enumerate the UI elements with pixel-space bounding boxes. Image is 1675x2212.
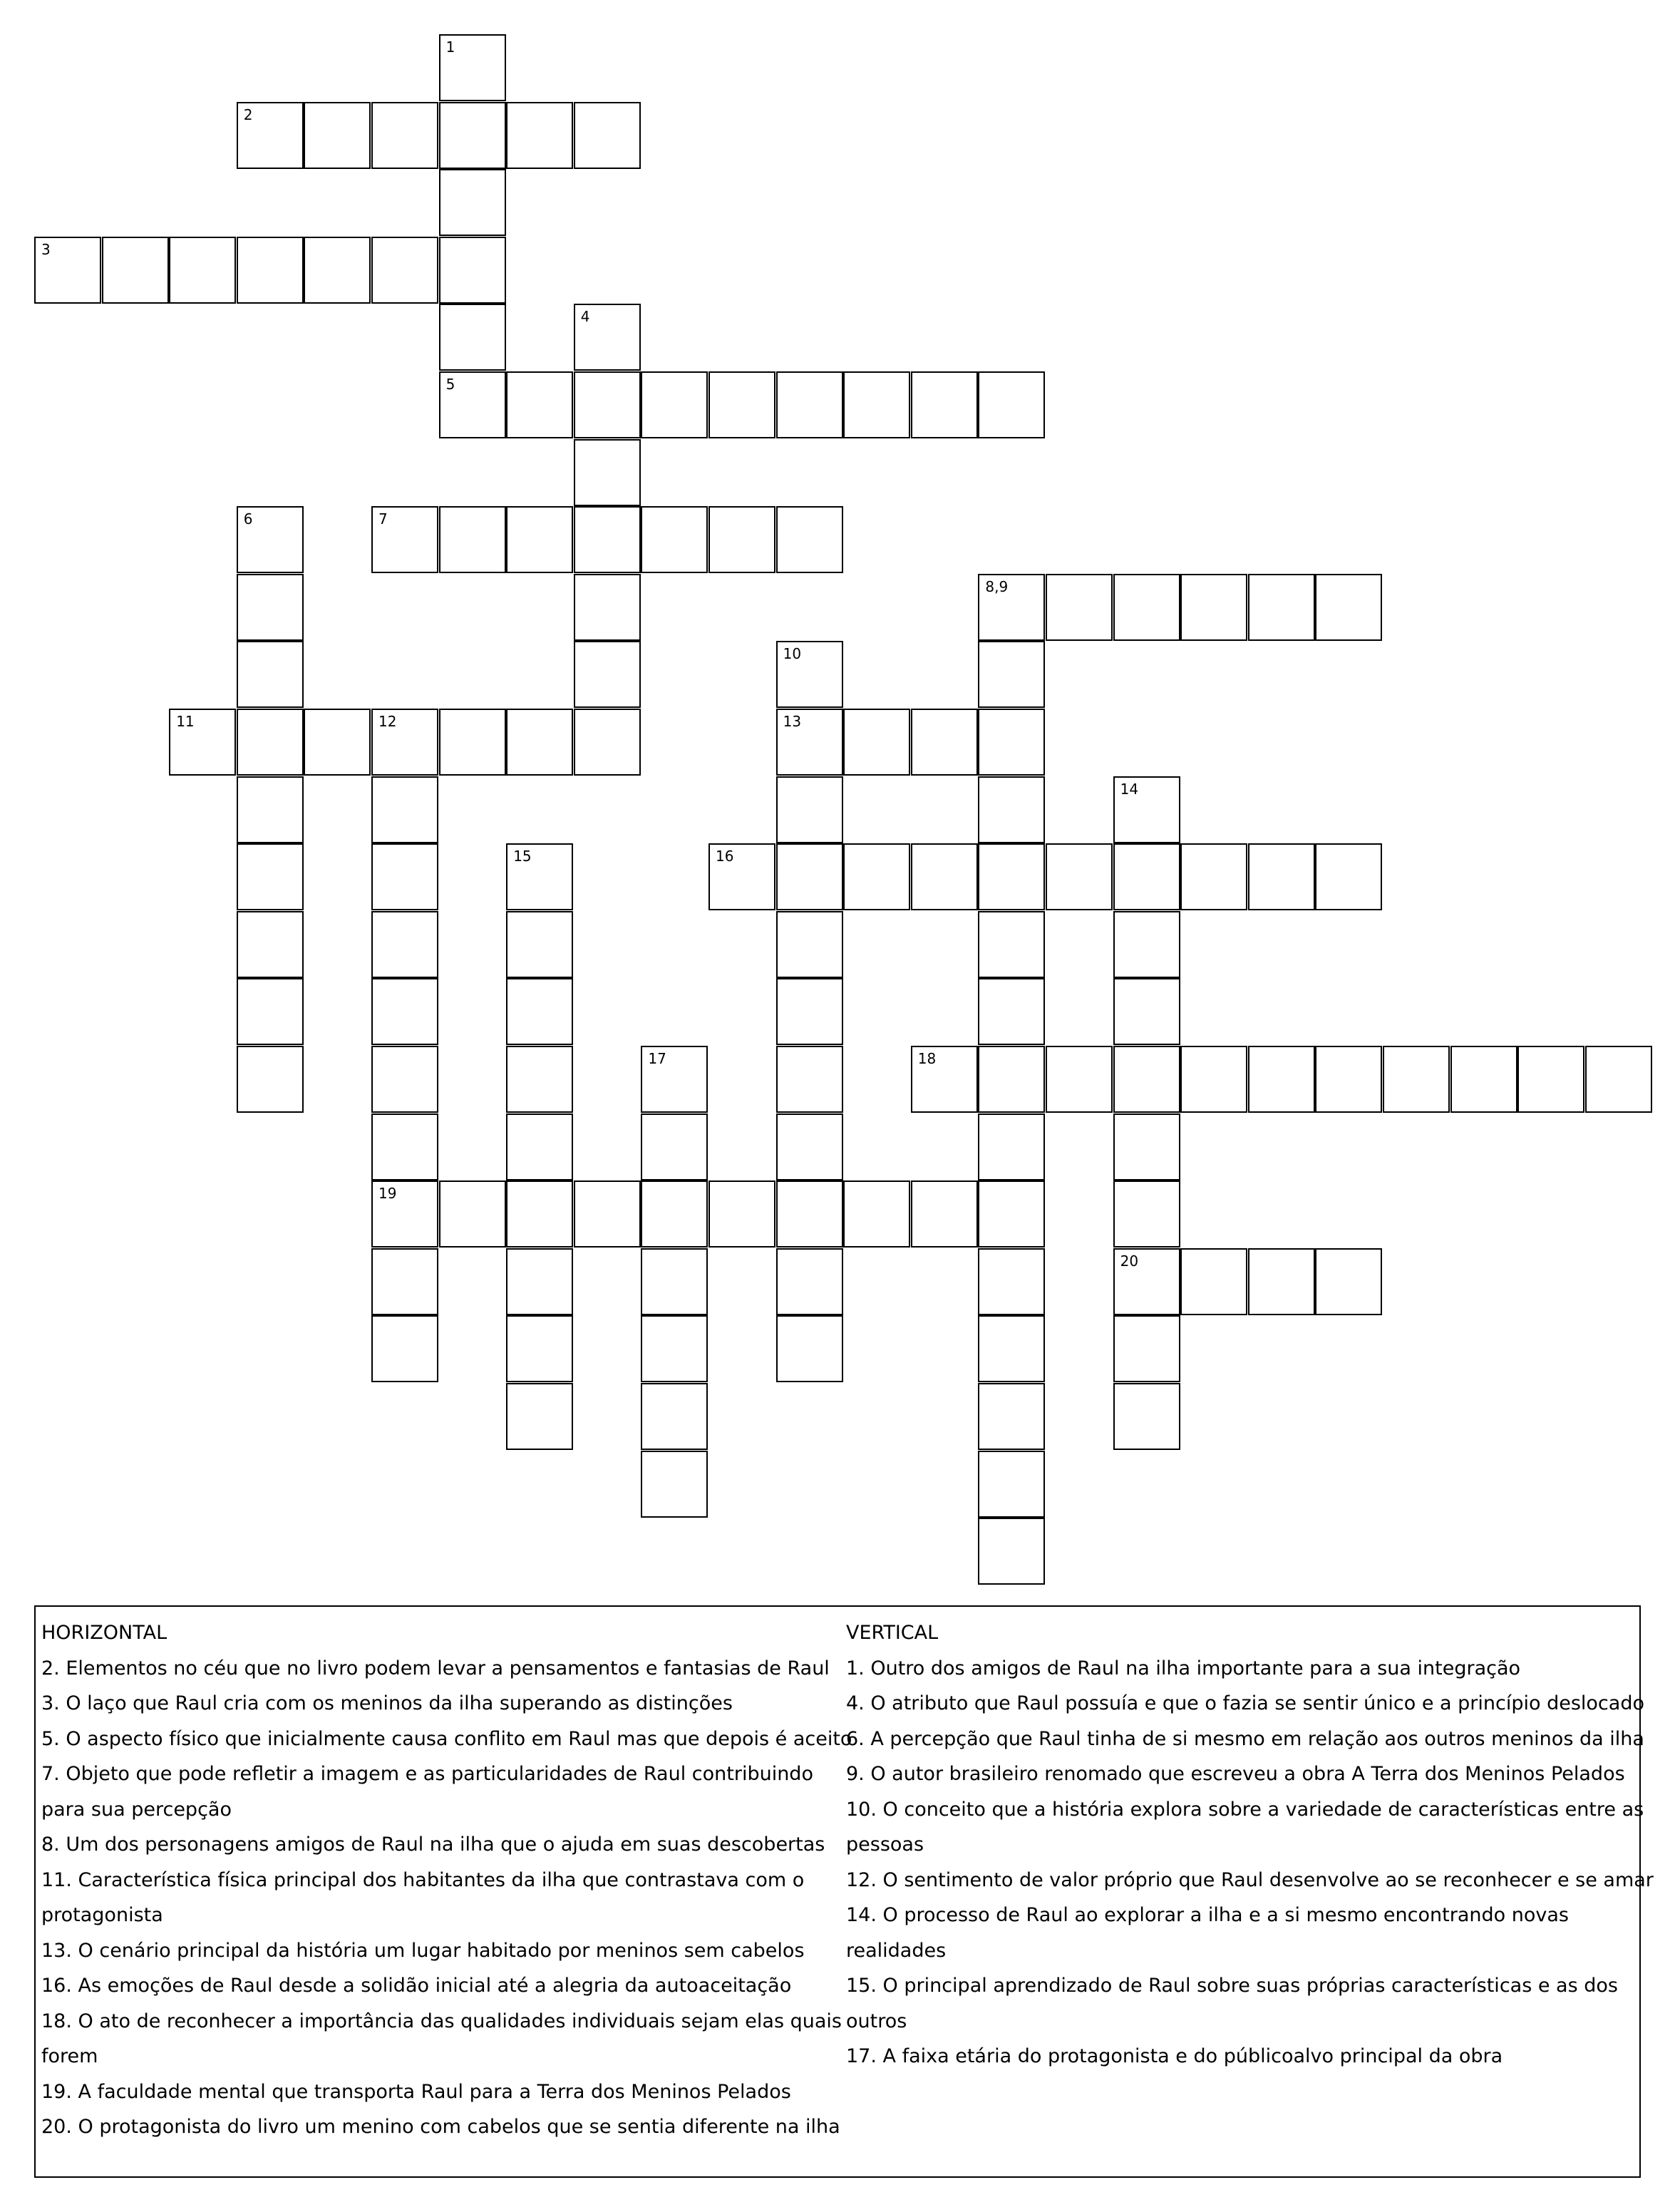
crossword-cell[interactable] <box>1046 1046 1113 1113</box>
crossword-cell[interactable] <box>776 843 843 910</box>
crossword-cell[interactable] <box>1113 1248 1180 1315</box>
crossword-cell[interactable] <box>978 1383 1045 1450</box>
crossword-cell[interactable] <box>1315 574 1382 641</box>
crossword-cell[interactable] <box>978 574 1045 641</box>
clue-line: 11. Característica física principal dos habitantes da ilha que contrastava com o <box>41 1868 805 1891</box>
clue-line: 19. A faculdade mental que transporta Raul para a Terra dos Meninos Pelados <box>41 2080 791 2103</box>
crossword-cell[interactable] <box>843 709 910 776</box>
clue-line: 10. O conceito que a história explora sobre a variedade de características entre as <box>846 1798 1644 1821</box>
crossword-cell[interactable] <box>371 1248 438 1315</box>
crossword-cell[interactable] <box>506 1113 573 1180</box>
clue-line: 8. Um dos personagens amigos de Raul na ilha que o ajuda em suas descobertas <box>41 1833 825 1856</box>
crossword-cell[interactable] <box>641 1180 708 1248</box>
crossword-cell[interactable] <box>371 843 438 910</box>
crossword-cell[interactable] <box>708 1180 775 1248</box>
crossword-cell[interactable] <box>371 709 438 776</box>
clue-line: 2. Elementos no céu que no livro podem levar a pensamentos e fantasias de Raul <box>41 1657 830 1679</box>
crossword-cell[interactable] <box>776 506 843 573</box>
clue-number: 17 <box>648 1050 666 1067</box>
crossword-cell[interactable] <box>371 1315 438 1382</box>
crossword-cell[interactable] <box>439 102 506 169</box>
crossword-cell[interactable] <box>506 1383 573 1450</box>
crossword-cell[interactable] <box>1113 843 1180 910</box>
clue-number: 16 <box>716 848 734 865</box>
crossword-cell[interactable] <box>304 237 371 304</box>
crossword-cell[interactable] <box>1248 843 1315 910</box>
crossword-cell[interactable] <box>1113 1046 1180 1113</box>
crossword-cell[interactable] <box>978 1046 1045 1113</box>
clue-number: 13 <box>783 713 802 730</box>
crossword-cell[interactable] <box>1113 1383 1180 1450</box>
clue-number: 5 <box>445 376 455 393</box>
clue-line: 4. O atributo que Raul possuía e que o fazia se sentir único e a princípio deslocado <box>846 1692 1644 1714</box>
crossword-cell[interactable] <box>574 439 641 506</box>
clue-number: 2 <box>243 106 253 123</box>
crossword-cell[interactable] <box>1180 1046 1247 1113</box>
crossword-cell[interactable] <box>237 776 304 843</box>
crossword-cell[interactable] <box>776 709 843 776</box>
crossword-cell[interactable] <box>237 574 304 641</box>
clue-number: 8,9 <box>985 577 1009 595</box>
crossword-cell[interactable] <box>978 1180 1045 1248</box>
crossword-cell[interactable] <box>911 709 978 776</box>
vertical-heading: VERTICAL <box>846 1622 939 1644</box>
crossword-cell[interactable] <box>237 978 304 1045</box>
crossword-cell[interactable] <box>641 1451 708 1518</box>
clues-box <box>34 1605 1654 2178</box>
crossword-cell[interactable] <box>1248 574 1315 641</box>
crossword-cell[interactable] <box>237 102 304 169</box>
crossword-cell[interactable] <box>237 506 304 573</box>
crossword-cell[interactable] <box>911 1046 978 1113</box>
crossword-cell[interactable] <box>776 1046 843 1113</box>
horizontal-clue-list <box>41 1651 852 2145</box>
crossword-cell[interactable] <box>506 978 573 1045</box>
crossword-cell[interactable] <box>371 237 438 304</box>
crossword-cell[interactable] <box>506 506 573 573</box>
crossword-cell[interactable] <box>641 506 708 573</box>
crossword-cell[interactable] <box>34 237 101 304</box>
crossword-cell[interactable] <box>641 371 708 438</box>
crossword-cell[interactable] <box>1450 1046 1517 1113</box>
crossword-cell[interactable] <box>1046 574 1113 641</box>
crossword-cell[interactable] <box>237 641 304 708</box>
crossword-cell[interactable] <box>237 1046 304 1113</box>
crossword-cell[interactable] <box>776 641 843 708</box>
crossword-cell[interactable] <box>1113 1180 1180 1248</box>
crossword-cell[interactable] <box>1113 911 1180 978</box>
crossword-cell[interactable] <box>843 1180 910 1248</box>
clue-number: 18 <box>917 1050 937 1067</box>
crossword-cell[interactable] <box>1113 1113 1180 1180</box>
crossword-cell[interactable] <box>574 709 641 776</box>
crossword-cell[interactable] <box>978 1248 1045 1315</box>
crossword-cell[interactable] <box>641 1248 708 1315</box>
crossword-cell[interactable] <box>776 371 843 438</box>
crossword-cell[interactable] <box>1046 843 1113 910</box>
clue-line: pessoas <box>846 1833 924 1856</box>
crossword-cell[interactable] <box>371 506 438 573</box>
crossword-cell[interactable] <box>439 237 506 304</box>
vertical-clues <box>846 1615 1654 2074</box>
crossword-cell[interactable] <box>911 1180 978 1248</box>
clue-number: 7 <box>378 510 388 528</box>
clue-line: protagonista <box>41 1904 163 1926</box>
clue-line: realidades <box>846 1939 947 1962</box>
crossword-cell[interactable] <box>506 102 573 169</box>
crossword-cell[interactable] <box>506 371 573 438</box>
crossword-cell[interactable] <box>1113 574 1180 641</box>
crossword-cell[interactable] <box>439 34 506 101</box>
crossword-cell[interactable] <box>506 709 573 776</box>
clue-number: 12 <box>378 713 397 730</box>
crossword-cell[interactable] <box>506 843 573 910</box>
clue-line: 12. O sentimento de valor próprio que Raul desenvolve ao se reconhecer e se amar <box>846 1868 1654 1891</box>
crossword-cell[interactable] <box>776 1248 843 1315</box>
crossword-cell[interactable] <box>371 102 438 169</box>
crossword-cell[interactable] <box>978 1518 1045 1585</box>
clue-number: 10 <box>783 645 802 663</box>
crossword-cell[interactable] <box>1180 1248 1247 1315</box>
crossword-cell[interactable] <box>574 641 641 708</box>
crossword-cell[interactable] <box>978 709 1045 776</box>
crossword-cell[interactable] <box>776 978 843 1045</box>
crossword-cell[interactable] <box>237 911 304 978</box>
crossword-cell[interactable] <box>708 506 775 573</box>
clue-line: 16. As emoções de Raul desde a solidão inicial até a alegria da autoaceitação <box>41 1975 792 1997</box>
clue-line: para sua percepção <box>41 1798 232 1821</box>
crossword-cell[interactable] <box>1517 1046 1584 1113</box>
crossword-cell[interactable] <box>978 1113 1045 1180</box>
crossword-cell[interactable] <box>1113 978 1180 1045</box>
crossword-cell[interactable] <box>506 1248 573 1315</box>
crossword-cell[interactable] <box>574 371 641 438</box>
crossword-cell[interactable] <box>169 237 236 304</box>
horizontal-heading: HORIZONTAL <box>41 1622 168 1644</box>
crossword-cell[interactable] <box>439 1180 506 1248</box>
crossword-cell[interactable] <box>1113 1315 1180 1382</box>
crossword-cell[interactable] <box>978 1315 1045 1382</box>
crossword-cell[interactable] <box>641 1113 708 1180</box>
crossword-cell[interactable] <box>776 1315 843 1382</box>
crossword-cell[interactable] <box>776 776 843 843</box>
crossword-cell[interactable] <box>1180 843 1247 910</box>
crossword-cell[interactable] <box>574 1180 641 1248</box>
crossword-cell[interactable] <box>371 776 438 843</box>
crossword-cell[interactable] <box>371 1113 438 1180</box>
clue-number: 19 <box>378 1185 397 1203</box>
crossword-cell[interactable] <box>978 911 1045 978</box>
crossword-cell[interactable] <box>371 1180 438 1248</box>
crossword-cell[interactable] <box>708 371 775 438</box>
crossword-cell[interactable] <box>371 978 438 1045</box>
crossword-cell[interactable] <box>506 1046 573 1113</box>
crossword-cell[interactable] <box>978 641 1045 708</box>
crossword-cell[interactable] <box>978 776 1045 843</box>
crossword-cell[interactable] <box>843 843 910 910</box>
clue-line: 5. O aspecto físico que inicialmente causa conflito em Raul mas que depois é aceito <box>41 1727 852 1750</box>
clue-number: 11 <box>176 713 195 730</box>
clue-line: 13. O cenário principal da história um lugar habitado por meninos sem cabelos <box>41 1939 805 1962</box>
crossword-cell[interactable] <box>641 1383 708 1450</box>
clue-line: 7. Objeto que pode refletir a imagem e as particularidades de Raul contribuindo <box>41 1763 813 1785</box>
clue-line: 17. A faixa etária do protagonista e do públicoalvo principal da obra <box>846 2045 1503 2067</box>
clue-line: 1. Outro dos amigos de Raul na ilha importante para a sua integração <box>846 1657 1521 1679</box>
crossword-cell[interactable] <box>1383 1046 1450 1113</box>
clue-number: 6 <box>243 510 253 528</box>
crossword-cell[interactable] <box>574 574 641 641</box>
crossword-cell[interactable] <box>304 102 371 169</box>
clue-line: 15. O principal aprendizado de Raul sobre suas próprias características e as dos <box>846 1975 1618 1997</box>
crossword-cell[interactable] <box>776 911 843 978</box>
clue-line: 18. O ato de reconhecer a importância das qualidades individuais sejam elas quais <box>41 2010 842 2032</box>
crossword-cell[interactable] <box>439 169 506 236</box>
horizontal-clues <box>41 1615 852 2145</box>
crossword-cell[interactable] <box>304 709 371 776</box>
crossword-cell[interactable] <box>708 843 775 910</box>
crossword-cell[interactable] <box>776 1113 843 1180</box>
clue-line: 6. A percepção que Raul tinha de si mesmo em relação aos outros meninos da ilha <box>846 1727 1644 1750</box>
crossword-cell[interactable] <box>641 1046 708 1113</box>
crossword-cell[interactable] <box>506 911 573 978</box>
crossword-cell[interactable] <box>371 911 438 978</box>
crossword-cell[interactable] <box>439 371 506 438</box>
clue-number: 15 <box>513 848 532 865</box>
clue-number: 4 <box>580 308 590 326</box>
crossword-cell[interactable] <box>506 1315 573 1382</box>
clue-line: 3. O laço que Raul cria com os meninos da ilha superando as distinções <box>41 1692 733 1714</box>
crossword-cell[interactable] <box>1248 1046 1315 1113</box>
crossword-cell[interactable] <box>102 237 169 304</box>
crossword-cell[interactable] <box>641 1315 708 1382</box>
crossword-cell[interactable] <box>237 709 304 776</box>
crossword-cell[interactable] <box>1315 1248 1382 1315</box>
crossword-cell[interactable] <box>506 1180 573 1248</box>
crossword-cell[interactable] <box>237 843 304 910</box>
crossword-cell[interactable] <box>574 304 641 371</box>
crossword-cell[interactable] <box>1315 843 1382 910</box>
crossword-cell[interactable] <box>1113 776 1180 843</box>
crossword-cell[interactable] <box>371 1046 438 1113</box>
clue-line: 9. O autor brasileiro renomado que escreveu a obra A Terra dos Meninos Pelados <box>846 1763 1625 1785</box>
crossword-cell[interactable] <box>439 709 506 776</box>
vertical-clue-list <box>846 1651 1654 2074</box>
crossword-cell[interactable] <box>978 1451 1045 1518</box>
crossword-cell[interactable] <box>978 978 1045 1045</box>
crossword-cell[interactable] <box>1315 1046 1382 1113</box>
crossword-cell[interactable] <box>1585 1046 1652 1113</box>
clue-number: 1 <box>445 38 455 56</box>
clue-number: 3 <box>41 240 51 258</box>
clue-number: 20 <box>1120 1252 1139 1270</box>
crossword-cell[interactable] <box>978 843 1045 910</box>
crossword-cell[interactable] <box>776 1180 843 1248</box>
crossword-cell[interactable] <box>574 506 641 573</box>
crossword-cell[interactable] <box>911 843 978 910</box>
crossword-cell[interactable] <box>237 237 304 304</box>
crossword-cell[interactable] <box>169 709 236 776</box>
clue-line: forem <box>41 2045 98 2067</box>
crossword-cell[interactable] <box>1248 1248 1315 1315</box>
crossword-cell[interactable] <box>911 371 978 438</box>
clue-number: 14 <box>1120 780 1139 798</box>
crossword-cell[interactable] <box>843 371 910 438</box>
clue-line: outros <box>846 2010 907 2032</box>
crossword-cell[interactable] <box>978 371 1045 438</box>
clue-line: 20. O protagonista do livro um menino com cabelos que se sentia diferente na ilha <box>41 2116 840 2138</box>
crossword-cell[interactable] <box>1180 574 1247 641</box>
crossword-cell[interactable] <box>439 506 506 573</box>
crossword-cell[interactable] <box>574 102 641 169</box>
crossword-cell[interactable] <box>439 304 506 371</box>
clue-line: 14. O processo de Raul ao explorar a ilha e a si mesmo encontrando novas <box>846 1904 1569 1926</box>
